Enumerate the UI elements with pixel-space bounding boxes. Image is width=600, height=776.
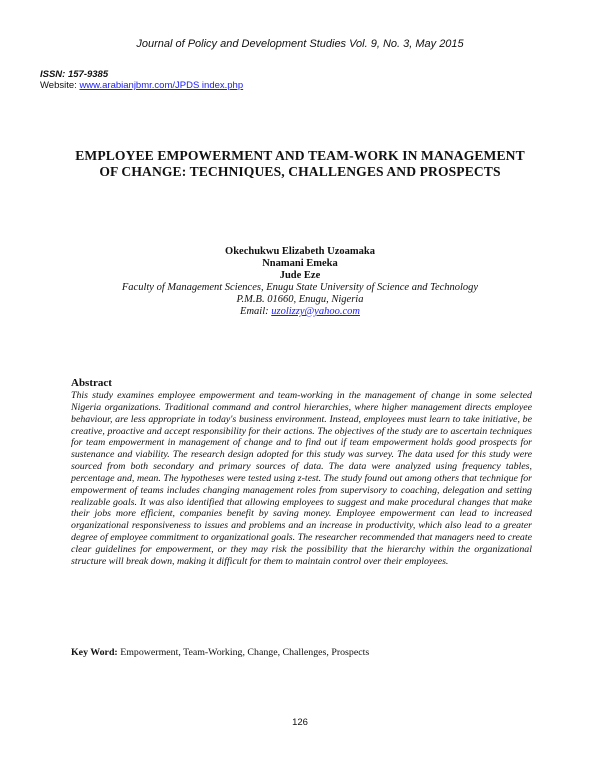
abstract-body: This study examines employee empowerment and team-working in the management of change in some selected Nigeria organizations. Traditional command and control hierarchies, where higher management directs employee behaviour, are less appropriate in today's business environment. Instead, employees must learn to take initiative, be creative, proactive and accept responsibility for their actions. The objectives of the study are to ascertain techniques for team empowerment in management of change and to find out if team empowerment holds good prospects for sustenance and viability. The research design adopted for this study was survey. The data used for this study were sourced from both secondary and primary sources of data. The data were analyzed using frequency tables, percentage and, mean. The hypotheses were tested using z-test. The study found out among others that technique for empowerment of teams includes changing management roles from supervisory to coaching, delegation and setting realizable goals. It was also identified that allowing employees to suggest and make procedural changes that make their jobs more efficient, companies benefit by saving money. Employee empowerment can lead to increased organizational responsiveness to issues and problems and an increase in productivity, which also lead to a greater degree of employee commitment to organizational goals. The researcher recommended that managers need to create clear guidelines for empowerment, or they may risk the possibility that the hierarchy within the organizational structure will break down, making it difficult for them to maintain control over their employees. — [71, 390, 532, 567]
email-link[interactable]: uzolizzy@yahoo.com — [271, 306, 360, 317]
email-label: Email: — [240, 306, 269, 317]
title-line-2: OF CHANGE: TECHNIQUES, CHALLENGES AND PROSPECTS — [99, 164, 501, 179]
address: P.M.B. 01660, Enugu, Nigeria — [236, 294, 364, 305]
journal-header: Journal of Policy and Development Studies Vol. 9, No. 3, May 2015 — [136, 38, 464, 50]
abstract-heading: Abstract — [71, 377, 112, 389]
website-link[interactable]: www.arabianjbmr.com/JPDS index.php — [79, 80, 244, 91]
keywords-line — [71, 647, 532, 658]
website-line — [40, 80, 243, 91]
author-block — [0, 246, 600, 318]
affiliation: Faculty of Management Sciences, Enugu State University of Science and Technology — [121, 282, 479, 293]
keywords-list: Empowerment, Team-Working, Change, Challenges, Prospects — [120, 647, 370, 658]
author-2: Nnamani Emeka — [262, 258, 338, 269]
paper-title — [60, 148, 540, 180]
website-label: Website: — [40, 80, 77, 91]
email-line — [0, 306, 600, 318]
author-3: Jude Eze — [279, 270, 321, 281]
keywords-label: Key Word: — [71, 647, 118, 658]
page-number: 126 — [292, 717, 308, 728]
author-1: Okechukwu Elizabeth Uzoamaka — [225, 246, 375, 257]
issn: ISSN: 157-9385 — [40, 69, 109, 80]
title-line-1: EMPLOYEE EMPOWERMENT AND TEAM-WORK IN MANAGEMENT — [75, 148, 525, 163]
